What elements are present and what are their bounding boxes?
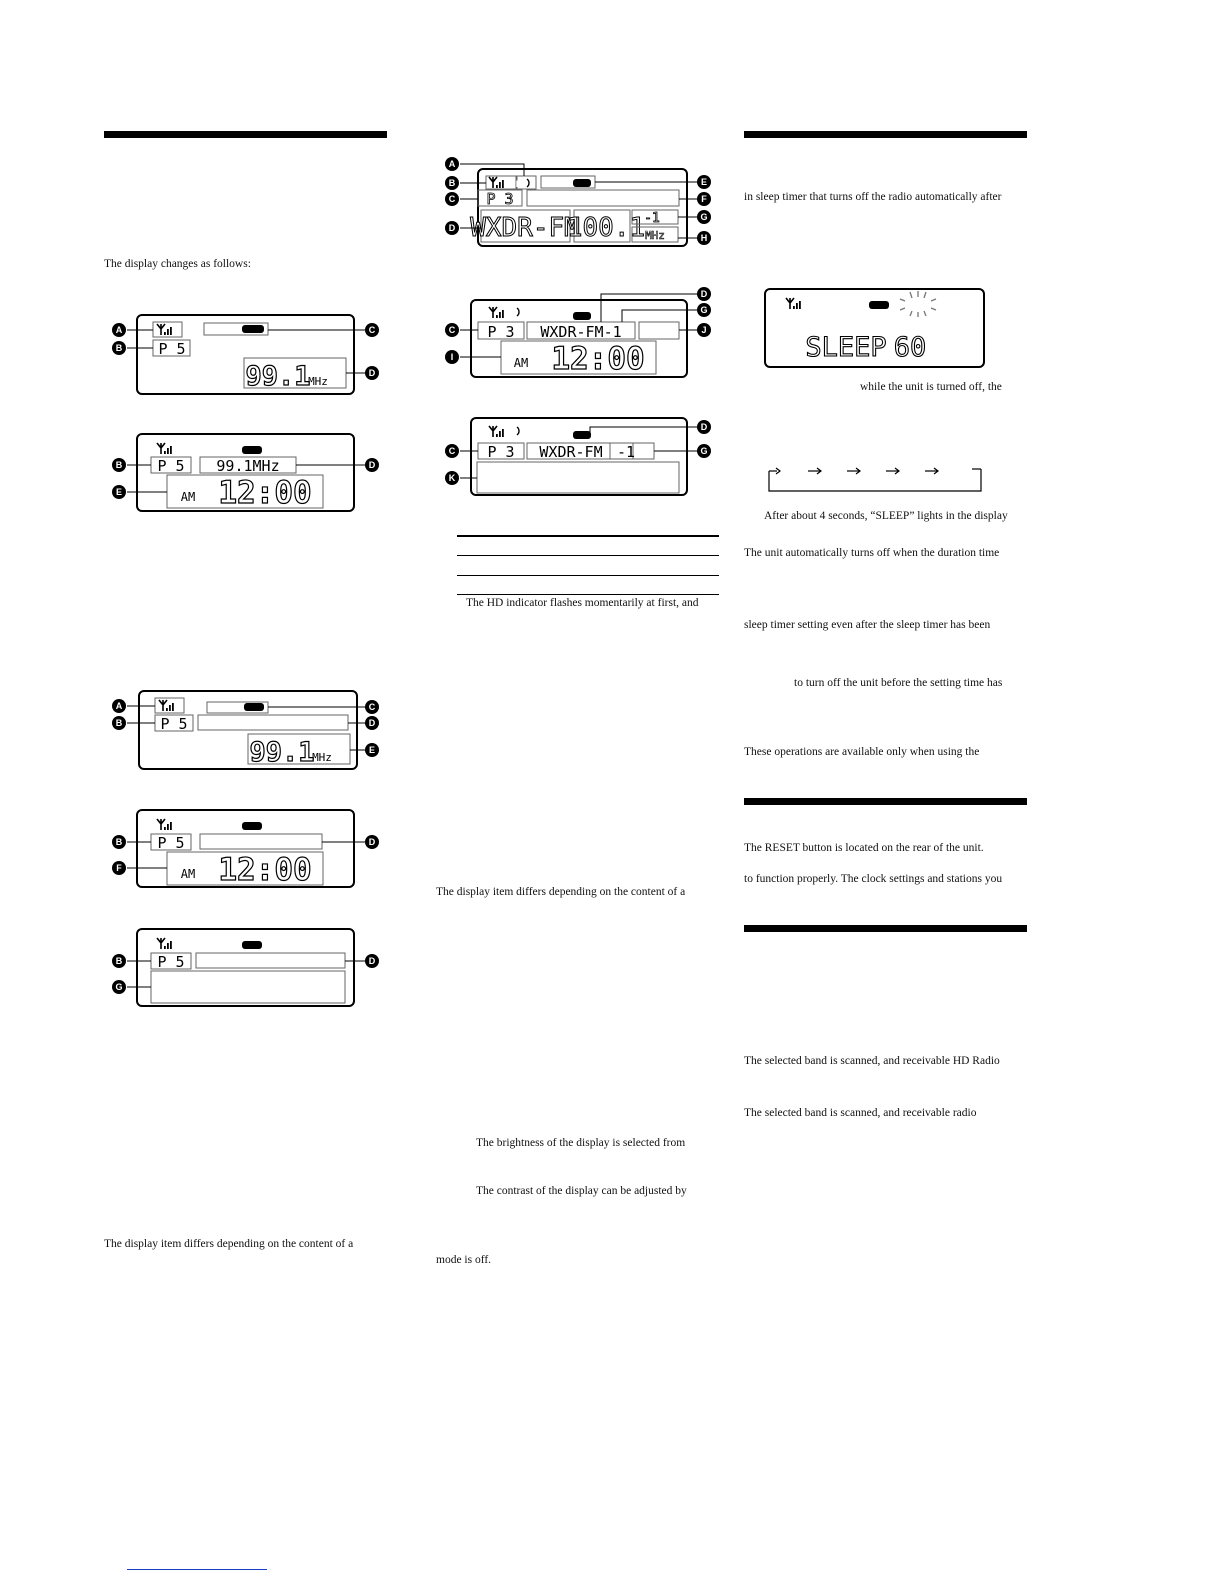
lcd-figure-mid-1 xyxy=(460,164,697,246)
text-mode-off: mode is off. xyxy=(436,1254,492,1266)
callout-B: B xyxy=(115,343,123,353)
text-display-item-left: The display item differs depending on the content of a xyxy=(104,1238,354,1250)
lcd-sub-channel: -1 xyxy=(644,211,660,226)
callout-J: J xyxy=(701,325,707,335)
callout-E: E xyxy=(368,745,376,755)
lcd-preset: P 5 xyxy=(160,715,188,733)
lcd-sleep-label: SLEEP xyxy=(805,332,887,363)
text-scan-radio: The selected band is scanned, and receivable radio xyxy=(744,1107,977,1119)
callout-D: D xyxy=(368,956,376,966)
figures: H P 5 99.1 MHz P 5 99.1MHz AM 12:00 P 5 99.1 MHz P 5 AM 12:00 P 5 P 3 WXDR-FM 100.1 -1 MHz P 3 WXDR-FM-1 AM 12:00 P 3 WXDR-FM -1 SLEEP 60 A B C D B E D A B C D E B F D B G D A B C D E F G H D G J C I D G C K xyxy=(0,0,1225,1585)
lcd-figure-sleep xyxy=(765,289,984,367)
lcd-freq: 99.1MHz xyxy=(216,457,280,475)
callout-D: D xyxy=(368,460,376,470)
lcd-preset: P 5 xyxy=(157,457,185,475)
callout-E: E xyxy=(700,177,708,187)
callout-C: C xyxy=(368,702,376,712)
callout-B: B xyxy=(115,956,123,966)
callout-C: C xyxy=(448,325,456,335)
callout-G: G xyxy=(700,446,708,456)
callout-G: G xyxy=(700,305,708,315)
text-turn-off-before: to turn off the unit before the setting time has xyxy=(794,677,1003,689)
callout-D: D xyxy=(700,289,708,299)
callout-B: B xyxy=(115,718,123,728)
callout-H: H xyxy=(700,233,708,243)
text-display-changes: The display changes as follows: xyxy=(104,258,251,270)
lcd-figure-left-5 xyxy=(127,929,365,1006)
lcd-clock: 12:00 xyxy=(218,852,312,888)
text-hd-indicator: The HD indicator flashes momentarily at first, and xyxy=(466,597,699,609)
lcd-clock: 12:00 xyxy=(551,341,645,377)
lcd-figure-mid-2 xyxy=(460,294,697,377)
lcd-figure-left-1 xyxy=(127,315,365,394)
text-ops-available: These operations are available only when using the xyxy=(744,746,980,758)
text-reset-function: to function properly. The clock settings and stations you xyxy=(744,873,1003,885)
lcd-mhz: MHz xyxy=(645,229,665,242)
text-brightness: The brightness of the display is selected from xyxy=(476,1137,686,1149)
callout-D: D xyxy=(448,223,456,233)
lcd-preset: P 5 xyxy=(158,340,186,358)
callout-B: B xyxy=(115,460,123,470)
text-scan-hd: The selected band is scanned, and receivable HD Radio xyxy=(744,1055,1000,1067)
lcd-station: WXDR-FM xyxy=(539,443,603,461)
callout-D: D xyxy=(368,368,376,378)
callout-B: B xyxy=(448,178,456,188)
text-sleep-timer: in sleep timer that turns off the radio automatically after xyxy=(744,191,1002,203)
callout-C: C xyxy=(448,194,456,204)
lcd-sub-channel: -1 xyxy=(616,443,636,461)
lcd-freq: 100.1 xyxy=(566,213,646,243)
text-auto-off: The unit automatically turns off when the duration time xyxy=(744,547,1000,559)
lcd-freq: 99.1 xyxy=(249,737,315,768)
callout-C: C xyxy=(368,325,376,335)
text-while-off: while the unit is turned off, the xyxy=(860,381,1002,393)
callout-A: A xyxy=(115,325,123,335)
text-after-4s: After about 4 seconds, “SLEEP” lights in the display xyxy=(764,510,1008,522)
callout-F: F xyxy=(116,863,122,873)
text-display-item-mid: The display item differs depending on the content of a xyxy=(436,886,686,898)
callout-E: E xyxy=(115,487,123,497)
callout-A: A xyxy=(448,159,456,169)
text-contrast: The contrast of the display can be adjusted by xyxy=(476,1185,687,1197)
lcd-preset: P 5 xyxy=(157,834,185,852)
lcd-mhz: MHz xyxy=(308,375,328,388)
callout-C: C xyxy=(448,446,456,456)
callout-G: G xyxy=(115,982,123,992)
lcd-preset: P 5 xyxy=(157,953,185,971)
lcd-am: AM xyxy=(513,356,529,370)
lcd-preset: P 3 xyxy=(486,190,514,208)
callout-I: I xyxy=(450,352,454,362)
lcd-figure-left-4 xyxy=(127,810,365,888)
sleep-cycle-diagram xyxy=(769,468,981,491)
lcd-preset: P 3 xyxy=(487,443,515,461)
callout-D: D xyxy=(368,718,376,728)
text-reset-located: The RESET button is located on the rear of the unit. xyxy=(744,842,984,854)
lcd-sleep-value: 60 xyxy=(893,332,927,363)
callout-D: D xyxy=(700,422,708,432)
lcd-am: AM xyxy=(180,867,196,881)
lcd-station: WXDR-FM-1 xyxy=(540,323,622,341)
callout-A: A xyxy=(115,701,123,711)
lcd-figure-left-3 xyxy=(127,691,365,769)
lcd-preset: P 3 xyxy=(487,323,515,341)
lcd-station: WXDR-FM xyxy=(470,213,580,243)
callout-G: G xyxy=(700,212,708,222)
text-sleep-setting: sleep timer setting even after the sleep timer has been xyxy=(744,619,991,631)
callout-F: F xyxy=(701,194,707,204)
lcd-clock: 12:00 xyxy=(218,475,312,511)
callout-D: D xyxy=(368,837,376,847)
lcd-figure-left-2 xyxy=(127,434,365,511)
callout-K: K xyxy=(448,473,456,483)
callout-B: B xyxy=(115,837,123,847)
lcd-am: AM xyxy=(180,490,196,504)
lcd-freq: 99.1 xyxy=(245,361,311,392)
lcd-mhz: MHz xyxy=(312,751,332,764)
lcd-figure-mid-3 xyxy=(460,418,697,495)
